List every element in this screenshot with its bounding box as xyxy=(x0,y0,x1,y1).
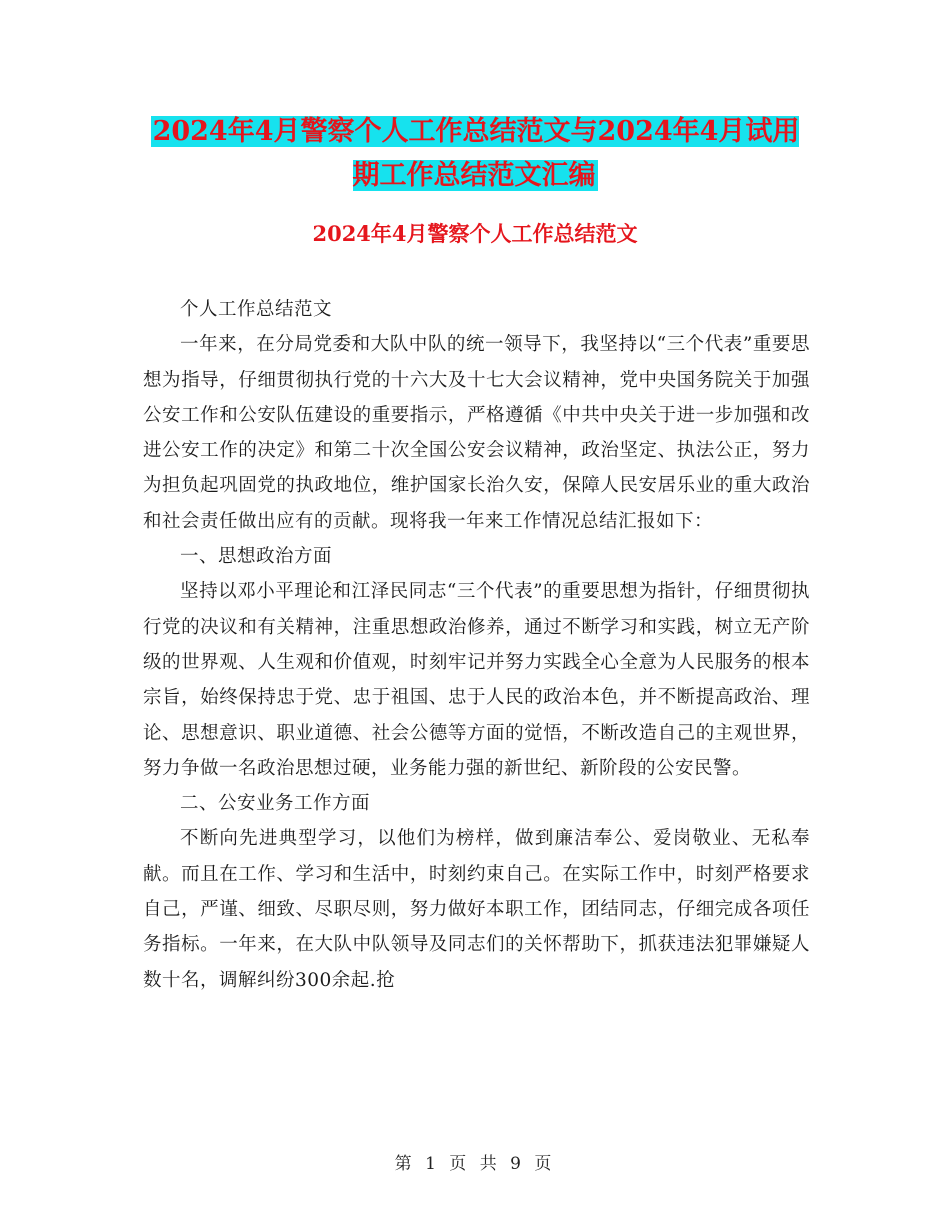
paragraph-political: 坚持以邓小平理论和江泽民同志“三个代表”的重要思想为指针，仔细贯彻执行党的决议和有关精神，注重思想政治修养，通过不断学习和实践，树立无产阶级的世界观、人生观和价值观，时刻牢记并努力实践全心全意为人民服务的根本宗旨，始终保持忠于党、忠于祖国、忠于人民的政治本色，并不断提高政治、理论、思想意识、职业道德、社会公德等方面的觉悟，不断改造自己的主观世界，努力争做一名政治思想过硬，业务能力强的新世纪、新阶段的公安民警。 xyxy=(143,581,810,779)
heading-business: 二、公安业务工作方面 xyxy=(180,793,371,815)
page-footer: 第 1 页 共 9 页 xyxy=(394,1154,556,1174)
heading-political: 一、思想政治方面 xyxy=(180,546,333,568)
paragraph-intro: 一年来，在分局党委和大队中队的统一领导下，我坚持以“三个代表”重要思想为指导，仔细贯彻执行党的十六大及十七大会议精神，党中央国务院关于加强公安工作和公安队伍建设的重要指示，严格遵循《中共中央关于进一步加强和改进公安工作的决定》和第二十次全国公安会议精神，政治坚定、执法公正，努力为担负起巩固党的执政地位，维护国家长治久安，保障人民安居乐业的重大政治和社会责任做出应有的贡献。现将我一年来工作情况总结汇报如下： xyxy=(143,334,810,532)
paragraph-subheading: 个人工作总结范文 xyxy=(180,299,333,320)
document-body xyxy=(143,292,810,998)
paragraph-business: 不断向先进典型学习，以他们为榜样，做到廉洁奉公、爱岗敬业、无私奉献。而且在工作、学习和生活中，时刻约束自己。在实际工作中，时刻严格要求自己，严谨、细致、尽职尽则，努力做好本职工作，团结同志，仔细完成各项任务指标。一年来，在大队中队领导及同志们的关怀帮助下，抓获违法犯罪嫌疑人数十名，调解纠纷300余起.抢 xyxy=(143,828,810,991)
document-title xyxy=(140,110,810,198)
section-title: 2024年4月警察个人工作总结范文 xyxy=(312,221,638,246)
document-title-text: 2024年4月警察个人工作总结范文与2024年4月试用期工作总结范文汇编 xyxy=(152,116,800,191)
